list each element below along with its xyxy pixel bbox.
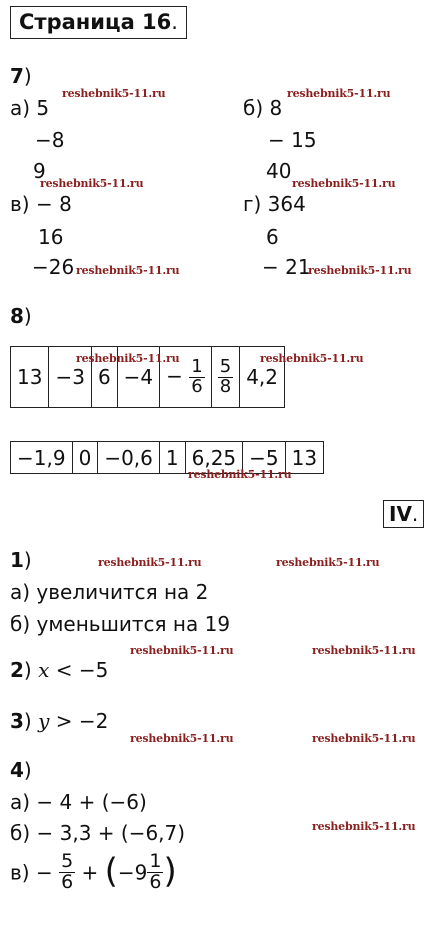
task-7b-value3: 40	[266, 159, 292, 183]
close-paren: )	[163, 851, 177, 892]
fraction-denominator: 8	[219, 375, 232, 397]
task-2-expression: < −5	[49, 658, 109, 682]
fraction-numerator: 1	[191, 355, 203, 377]
task-7v-label: в)	[10, 192, 36, 216]
table-cell: 6,25	[185, 442, 243, 474]
watermark: reshebnik5-11.ru	[98, 556, 202, 569]
table-cell: 6	[91, 347, 117, 408]
task-1a: а) увеличится на 2	[10, 580, 209, 604]
task-3	[10, 711, 108, 731]
minus-sign: −	[166, 363, 183, 388]
page-title-dot: .	[171, 10, 178, 34]
watermark: reshebnik5-11.ru	[40, 177, 144, 190]
watermark: reshebnik5-11.ru	[130, 732, 234, 745]
task-7b-value2: − 15	[268, 128, 317, 152]
task-7v-value1: − 8	[35, 192, 72, 216]
task-1b: б) уменьшится на 19	[10, 612, 231, 636]
task-3-number: 3	[10, 709, 24, 733]
task-4-paren: )	[23, 758, 32, 782]
task-2-variable: x	[38, 658, 50, 682]
fraction-numerator: 5	[61, 850, 74, 872]
task-7v-value2: 16	[38, 225, 64, 249]
task-4v	[10, 852, 177, 893]
task-1-heading	[10, 550, 32, 570]
task-7v-value3: −26	[32, 255, 75, 279]
watermark: reshebnik5-11.ru	[276, 556, 380, 569]
watermark: reshebnik5-11.ru	[130, 644, 234, 657]
fraction	[189, 355, 204, 397]
section-8-paren: )	[23, 304, 32, 328]
task-3-expression: > −2	[49, 709, 109, 733]
task-7b-value1: 8	[269, 96, 283, 120]
task-3-paren: )	[23, 709, 39, 733]
table-cell: 4,2	[240, 347, 285, 408]
watermark: reshebnik5-11.ru	[287, 87, 391, 100]
task-4b: б) − 3,3 + (−6,7)	[10, 821, 186, 845]
task-7a-label: а)	[10, 96, 37, 120]
section-7-heading	[10, 66, 32, 86]
section-7-paren: )	[23, 64, 32, 88]
table-cell: −3	[49, 347, 91, 408]
page-title-box	[10, 6, 187, 39]
table-cell: −0,6	[98, 442, 160, 474]
task-1-paren: )	[23, 548, 32, 572]
fraction-denominator: 6	[149, 870, 162, 893]
task-4v-label: в) −	[10, 860, 60, 885]
task-7g-line1	[243, 194, 306, 214]
section-iv-label: IV	[389, 502, 412, 526]
task-7a-line1	[10, 98, 49, 118]
task-1-number: 1	[10, 548, 24, 572]
watermark: reshebnik5-11.ru	[292, 177, 396, 190]
task-7g-label: г)	[243, 192, 268, 216]
fraction-numerator: 1	[149, 850, 162, 872]
task-3-variable: y	[38, 709, 50, 733]
section-8-number: 8	[10, 304, 24, 328]
watermark: reshebnik5-11.ru	[76, 352, 180, 365]
task-7g-value2: 6	[266, 225, 279, 249]
fraction-numerator: 5	[219, 355, 232, 377]
table-cell: −4	[117, 347, 159, 408]
task-4-number: 4	[10, 758, 24, 782]
table-cell-fraction	[211, 347, 239, 408]
watermark: reshebnik5-11.ru	[308, 264, 412, 277]
task-7b-line1	[243, 98, 282, 118]
task-4v-inner: −9	[117, 860, 148, 885]
task-7a-value2: −8	[35, 128, 65, 152]
plus-sign: +	[75, 860, 105, 885]
watermark: reshebnik5-11.ru	[312, 820, 416, 833]
fraction	[147, 852, 163, 893]
section-iv-box	[383, 500, 424, 528]
watermark: reshebnik5-11.ru	[312, 732, 416, 745]
table-cell: 13	[285, 442, 323, 474]
task-7g-value3: − 21	[262, 255, 311, 279]
task-4-heading	[10, 760, 32, 780]
watermark: reshebnik5-11.ru	[188, 468, 292, 481]
watermark: reshebnik5-11.ru	[76, 264, 180, 277]
table-cell: 0	[72, 442, 98, 474]
fraction	[59, 852, 75, 893]
fraction	[218, 355, 233, 397]
page-title: Страница 16	[19, 10, 172, 34]
task-7a-value3: 9	[33, 159, 46, 183]
open-paren: (	[104, 851, 118, 892]
fraction-denominator: 6	[191, 375, 203, 397]
table-cell: 1	[159, 442, 185, 474]
task-7a-value1: 5	[36, 96, 50, 120]
fraction-denominator: 6	[61, 870, 74, 893]
task-7g-value1: 364	[267, 192, 306, 216]
task-2	[10, 660, 108, 680]
table-cell: 13	[11, 347, 49, 408]
table-cell: −5	[243, 442, 285, 474]
task-7b-label: б)	[243, 96, 270, 120]
watermark: reshebnik5-11.ru	[312, 644, 416, 657]
watermark: reshebnik5-11.ru	[62, 87, 166, 100]
task-4a: а) − 4 + (−6)	[10, 790, 147, 814]
task-7v-line1	[10, 194, 72, 214]
task-2-number: 2	[10, 658, 24, 682]
table-cell: −1,9	[11, 442, 73, 474]
task-2-paren: )	[23, 658, 39, 682]
section-iv-dot: .	[411, 502, 419, 526]
section-7-number: 7	[10, 64, 24, 88]
section-8-heading	[10, 306, 32, 326]
watermark: reshebnik5-11.ru	[260, 352, 364, 365]
